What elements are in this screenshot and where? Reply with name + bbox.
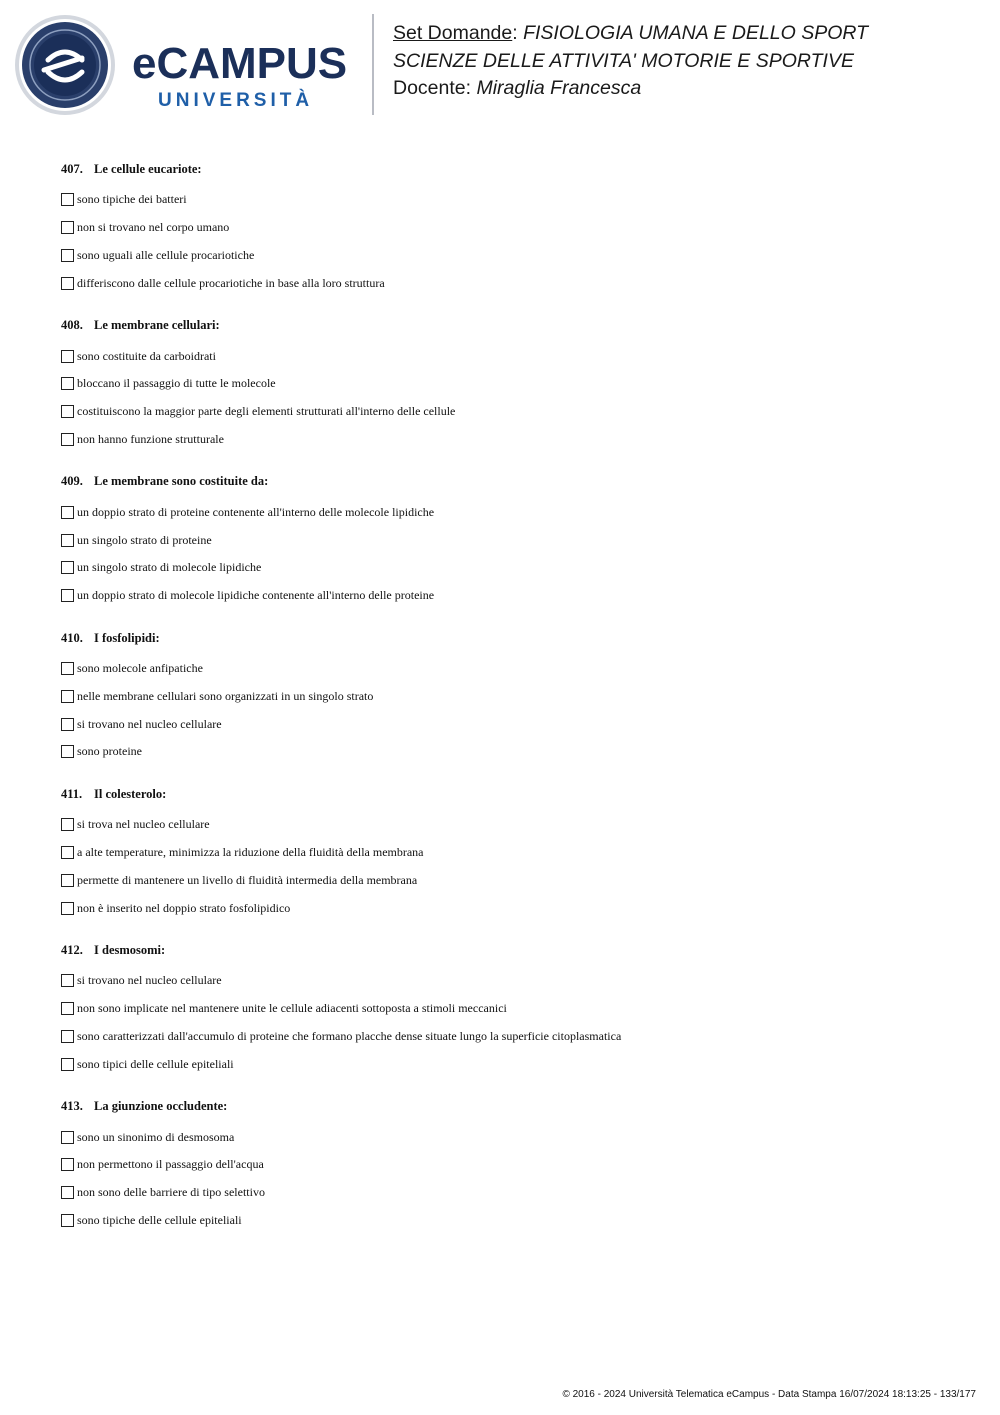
answer-option[interactable]	[61, 894, 981, 922]
set-line: Set Domande: FISIOLOGIA UMANA E DELLO SPORT	[393, 22, 869, 44]
teacher-label: Docente:	[393, 77, 472, 99]
answer-checkbox[interactable]	[61, 249, 74, 262]
answer-label: sono tipiche delle cellule epiteliali	[77, 1212, 242, 1227]
answer-label: sono tipici delle cellule epiteliali	[77, 1056, 234, 1071]
answer-option[interactable]	[61, 1050, 981, 1078]
question-list	[61, 160, 981, 1253]
answer-label: bloccano il passaggio di tutte le molecole	[77, 376, 276, 391]
answer-label: non sono delle barriere di tipo selettivo	[77, 1185, 265, 1200]
answer-option[interactable]	[61, 526, 981, 554]
page-header	[0, 0, 1000, 130]
question-title	[61, 1097, 981, 1115]
answer-option[interactable]	[61, 498, 981, 526]
answer-label: a alte temperature, minimizza la riduzione della fluidità della membrana	[77, 844, 424, 859]
answer-option[interactable]	[61, 242, 981, 270]
answer-option[interactable]	[61, 866, 981, 894]
question-title	[61, 785, 981, 803]
answer-checkbox[interactable]	[61, 1131, 74, 1144]
answer-checkbox[interactable]	[61, 589, 74, 602]
answer-option[interactable]	[61, 370, 981, 398]
answer-option[interactable]	[61, 582, 981, 610]
svg-text:eCAMPUS: eCAMPUS	[132, 40, 348, 88]
answer-label: sono costituite da carboidrati	[77, 348, 216, 363]
course-info	[393, 20, 983, 103]
answer-label: sono uguali alle cellule procariotiche	[77, 247, 255, 262]
svg-text:UNIVERSITÀ: UNIVERSITÀ	[158, 90, 314, 111]
question-number: 412.	[61, 942, 83, 957]
question-number: 413.	[61, 1099, 83, 1114]
question-413	[61, 1097, 981, 1234]
question-text: I fosfolipidi:	[94, 630, 160, 645]
answer-label: nelle membrane cellulari sono organizzati in un singolo strato	[77, 688, 374, 703]
question-text: La giunzione occludente:	[94, 1099, 228, 1114]
answer-option[interactable]	[61, 269, 981, 297]
answer-label: sono proteine	[77, 744, 142, 759]
answer-option[interactable]	[61, 839, 981, 867]
answer-checkbox[interactable]	[61, 846, 74, 859]
answer-label: costituiscono la maggior parte degli elementi strutturati all'interno delle cellule	[77, 404, 456, 419]
answer-checkbox[interactable]	[61, 1058, 74, 1071]
answer-option[interactable]	[61, 1151, 981, 1179]
answer-checkbox[interactable]	[61, 662, 74, 675]
answer-option[interactable]	[61, 682, 981, 710]
answer-label: un singolo strato di molecole lipidiche	[77, 560, 262, 575]
answer-checkbox[interactable]	[61, 690, 74, 703]
ecampus-wordmark-logo	[132, 40, 357, 112]
answer-label: differiscono dalle cellule procariotiche in base alla loro struttura	[77, 275, 385, 290]
question-text: Le membrane cellulari:	[94, 318, 220, 333]
answer-option[interactable]	[61, 1123, 981, 1151]
page-footer: © 2016 - 2024 Università Telematica eCampus - Data Stampa 16/07/2024 18:13:25 - 133/177	[562, 1389, 976, 1400]
answer-option[interactable]	[61, 186, 981, 214]
question-title	[61, 160, 981, 178]
answer-checkbox[interactable]	[61, 506, 74, 519]
answer-checkbox[interactable]	[61, 1030, 74, 1043]
answer-option[interactable]	[61, 214, 981, 242]
question-number: 411.	[61, 786, 83, 801]
answer-label: si trova nel nucleo cellulare	[77, 817, 210, 832]
answer-option[interactable]	[61, 1207, 981, 1235]
question-title	[61, 629, 981, 647]
answer-label: non permettono il passaggio dell'acqua	[77, 1157, 264, 1172]
answer-label: si trovano nel nucleo cellulare	[77, 716, 222, 731]
answer-checkbox[interactable]	[61, 902, 74, 915]
answer-option[interactable]	[61, 967, 981, 995]
question-number: 408.	[61, 318, 83, 333]
answer-checkbox[interactable]	[61, 974, 74, 987]
answer-option[interactable]	[61, 710, 981, 738]
question-412	[61, 941, 981, 1078]
answer-label: sono tipiche dei batteri	[77, 192, 187, 207]
answer-label: un singolo strato di proteine	[77, 532, 212, 547]
answer-label: sono caratterizzati dall'accumulo di proteine che formano placche dense situate lungo la superficie citoplasmatica	[77, 1028, 622, 1043]
question-title	[61, 472, 981, 490]
answer-label: non è inserito nel doppio strato fosfolipidico	[77, 900, 291, 915]
answer-label: sono molecole anfipatiche	[77, 660, 203, 675]
answer-option[interactable]	[61, 995, 981, 1023]
header-divider	[372, 14, 374, 115]
answer-label: si trovano nel nucleo cellulare	[77, 973, 222, 988]
question-409	[61, 472, 981, 609]
teacher-name: Miraglia Francesca	[476, 77, 642, 99]
teacher-line	[393, 75, 983, 103]
question-text: Le membrane sono costituite da:	[94, 474, 269, 489]
question-411	[61, 785, 981, 922]
answer-label: un doppio strato di proteine contenente all'interno delle molecole lipidiche	[77, 504, 435, 519]
answer-option[interactable]	[61, 1179, 981, 1207]
question-title	[61, 941, 981, 959]
answer-checkbox[interactable]	[61, 874, 74, 887]
answer-label: permette di mantenere un livello di fluidità intermedia della membrana	[77, 872, 418, 887]
answer-checkbox[interactable]	[61, 221, 74, 234]
answer-checkbox[interactable]	[61, 718, 74, 731]
question-title	[61, 316, 981, 334]
question-text: Le cellule eucariote:	[94, 162, 202, 176]
question-text: I desmosomi:	[94, 942, 166, 957]
answer-checkbox[interactable]	[61, 1002, 74, 1015]
answer-option[interactable]	[61, 398, 981, 426]
answer-checkbox[interactable]	[61, 534, 74, 547]
answer-checkbox[interactable]	[61, 745, 74, 758]
answer-label: un doppio strato di molecole lipidiche contenente all'interno delle proteine	[77, 588, 435, 603]
answer-label: sono un sinonimo di desmosoma	[77, 1129, 235, 1144]
course-name: FISIOLOGIA UMANA E DELLO SPORT	[523, 22, 869, 44]
answer-option[interactable]	[61, 811, 981, 839]
answer-checkbox[interactable]	[61, 377, 74, 390]
question-number: 410.	[61, 630, 83, 645]
answer-checkbox[interactable]	[61, 561, 74, 574]
answer-option[interactable]	[61, 1023, 981, 1051]
answer-checkbox[interactable]	[61, 1214, 74, 1227]
answer-checkbox[interactable]	[61, 1186, 74, 1199]
degree-name: SCIENZE DELLE ATTIVITA' MOTORIE E SPORTIVE	[393, 49, 854, 72]
answer-checkbox[interactable]	[61, 277, 74, 290]
answer-label: non si trovano nel corpo umano	[77, 220, 230, 235]
question-text: Il colesterolo:	[94, 786, 167, 801]
answer-checkbox[interactable]	[61, 405, 74, 418]
set-label: Set Domande	[393, 22, 513, 44]
answer-checkbox[interactable]	[61, 350, 74, 363]
answer-option[interactable]	[61, 738, 981, 766]
question-408	[61, 316, 981, 453]
answer-label: non hanno funzione strutturale	[77, 431, 224, 446]
answer-option[interactable]	[61, 342, 981, 370]
answer-option[interactable]	[61, 554, 981, 582]
answer-label: non sono implicate nel mantenere unite le cellule adiacenti sottoposta a stimoli meccanici	[77, 1001, 507, 1016]
ecampus-seal-logo	[14, 14, 116, 116]
answer-checkbox[interactable]	[61, 1158, 74, 1171]
answer-option[interactable]	[61, 655, 981, 683]
question-number: 409.	[61, 474, 83, 489]
question-407	[61, 160, 981, 297]
answer-option[interactable]	[61, 426, 981, 454]
answer-checkbox[interactable]	[61, 433, 74, 446]
answer-checkbox[interactable]	[61, 193, 74, 206]
question-410	[61, 629, 981, 766]
answer-checkbox[interactable]	[61, 818, 74, 831]
question-number: 407.	[61, 162, 83, 176]
